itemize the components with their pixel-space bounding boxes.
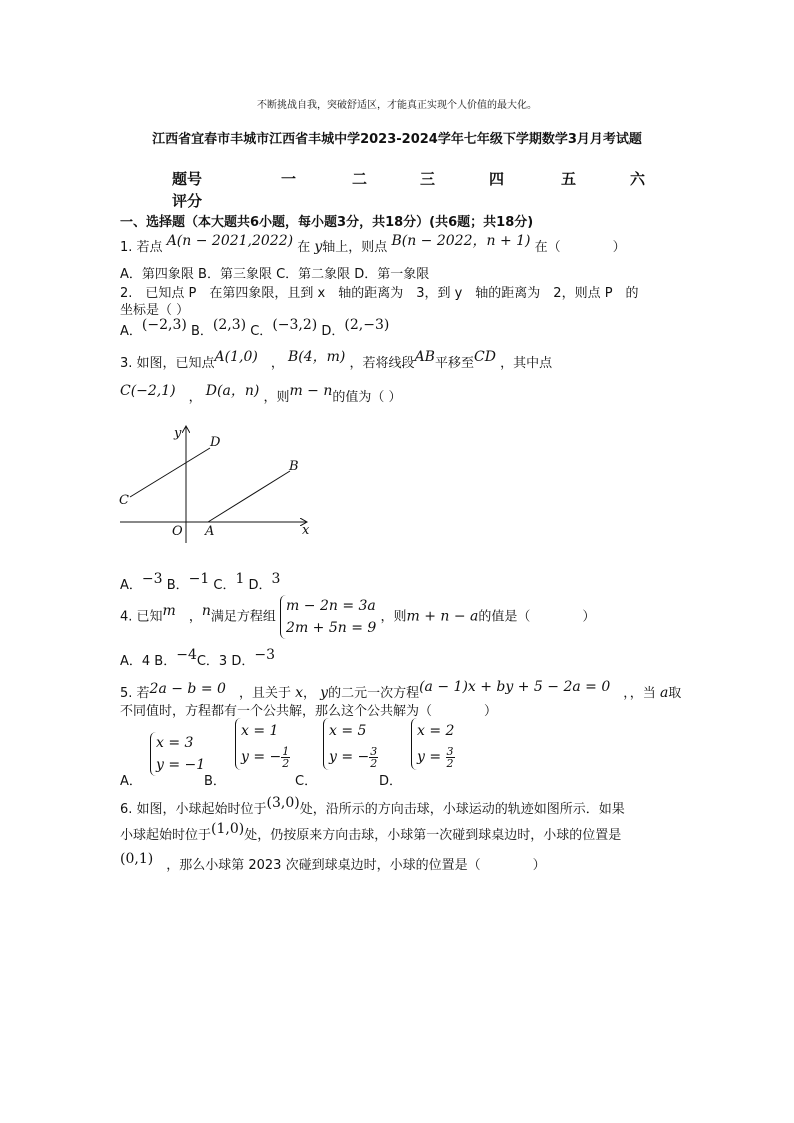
question-1 — [120, 233, 626, 256]
q4-eq1: m − 2n = 3a — [286, 598, 376, 614]
q4-sep: ， — [188, 609, 202, 625]
q1-stem-b: 在 — [297, 240, 311, 255]
q3-seg-cd: CD — [473, 349, 496, 365]
q6-point-start: (3,0) — [266, 795, 300, 811]
q5-option-b[interactable] — [235, 718, 290, 770]
q3-stem-a: 3. 如图，已知点 — [120, 356, 215, 371]
q3-opt-b-label: B． — [166, 578, 189, 593]
q4-expr: m + n − a — [406, 608, 479, 625]
q5-opt-a-x: x = 3 — [156, 735, 194, 751]
q3-stem-c: 平移至 — [434, 356, 474, 371]
score-col-2: 二 — [352, 170, 368, 188]
q5-stem-line1: 5. 若2a − b = 0 ，且关于 x， y的二元一次方程(a − 1)x + by + 5 − 2a = 0 ，，当 a取 — [120, 679, 682, 701]
q6-point-new-start: (1,0) — [211, 821, 245, 837]
q6-line2 — [120, 821, 622, 843]
q5-opt-b-label: B． — [204, 774, 226, 789]
q2-options — [120, 317, 390, 339]
q5-opt-c-x: x = 5 — [329, 723, 367, 739]
q4-stem-a: 4. 已知 — [120, 609, 163, 625]
exam-title: 江西省宜春市丰城市江西省丰城中学2023-2024学年七年级下学期数学3月月考试题 — [152, 132, 642, 147]
q3-coordinate-figure — [110, 415, 330, 550]
q3-stem-d: ，其中点 — [500, 356, 553, 371]
q5-opt-b-num: 1 — [282, 744, 290, 758]
q4-opt-a: A．4 B． — [120, 654, 177, 669]
q3-point-d: D(a，n) — [205, 383, 260, 399]
score-row-label-score: 评分 — [172, 192, 203, 210]
q3-point-b: B(4，m) — [288, 349, 346, 365]
score-col-5: 五 — [561, 170, 577, 188]
motto-text: 不断挑战自我，突破舒适区，才能真正实现个人价值的最大化。 — [257, 100, 537, 111]
q1-stem-a: 1. 若点 — [120, 240, 163, 255]
label-x: x — [302, 523, 310, 538]
q5-option-c[interactable] — [323, 718, 378, 770]
q5-var-y: y — [320, 685, 329, 701]
q2-opt-c: (−3,2) — [272, 317, 318, 333]
q5-var-a: a — [659, 685, 669, 701]
q5-opt-a-y: y = −1 — [156, 757, 206, 773]
q4-stem-d: 的值是（ ） — [478, 609, 596, 625]
q6-l3: ，那么小球第 2023 次碰到球桌边时，小球的位置是（ ） — [166, 858, 546, 873]
q4-equation-system — [280, 595, 376, 639]
q2-opt-c-label: C． — [250, 324, 273, 339]
q5-stem-c: 的二元一次方程 — [328, 686, 420, 701]
q6-point-first-hit: (0,1) — [120, 851, 154, 867]
q2-stem-line2: 坐标是（ ） — [120, 303, 190, 318]
q1-var-y: y — [314, 239, 323, 255]
q2-opt-d-label: D． — [321, 324, 345, 339]
label-b: B — [289, 459, 299, 474]
q5-stem-e: 取 — [668, 686, 682, 701]
q3-seg-ab: AB — [414, 349, 435, 365]
q3-stem-f: 的值为（ ） — [332, 390, 402, 405]
label-d: D — [210, 435, 221, 450]
q2-opt-d: (2,−3) — [344, 317, 390, 333]
q1-point-b: B(n − 2022，n + 1) — [391, 233, 531, 249]
q1-stem-d: 在（ ） — [534, 240, 626, 255]
q2-stem-line1: 2. 已知点 P 在第四象限，且到 x 轴的距离为 3，到 y 轴的距离为 2，则点 P 的 — [120, 286, 639, 301]
q2-opt-a-label: A． — [120, 324, 142, 339]
section-heading: 一、选择题（本大题共6小题，每小题3分，共18分）(共6题；共18分) — [120, 215, 534, 230]
q5-opt-c-den: 2 — [370, 756, 378, 770]
q5-opt-d-label: D． — [379, 774, 403, 789]
q3-opt-a: −3 — [141, 571, 163, 587]
q2-opt-a: (−2,3) — [141, 317, 187, 333]
score-col-6: 六 — [630, 170, 646, 188]
q4-opt-b: −4 — [176, 647, 197, 663]
label-c: C — [119, 493, 129, 508]
q5-opt-d-den: 2 — [446, 756, 454, 770]
q3-point-a: A(1,0) — [214, 349, 258, 365]
q5-opt-d-num: 3 — [446, 744, 454, 758]
q4-eq2: 2m + 5n = 9 — [286, 620, 377, 636]
label-a: A — [205, 524, 215, 539]
q5-var-x: x — [295, 685, 304, 701]
q5-stem-line2: 不同值时，方程都有一个公共解，那么这个公共解为（ ） — [120, 704, 498, 719]
q4-var-m: m — [162, 602, 176, 619]
q3-opt-c: 1 — [235, 571, 245, 587]
q6-line3 — [120, 851, 546, 873]
q1-point-a: A(n − 2021,2022) — [166, 233, 294, 249]
q4-opt-c-label: C．3 D． — [196, 654, 255, 669]
q5-opt-c-num: 3 — [370, 744, 378, 758]
q2-opt-b-label: B． — [190, 324, 213, 339]
q3-opt-d: 3 — [271, 571, 281, 587]
q5-condition: 2a − b = 0 — [149, 681, 226, 697]
q4-stem-b: 满足方程组 — [210, 609, 276, 625]
q3-opt-c-label: C． — [213, 578, 236, 593]
q3-stem-line2: C(−2,1) ， D(a，n) ，则m − n的值为（ ） — [120, 383, 402, 405]
q5-stem-a: 5. 若 — [120, 686, 150, 701]
q2-opt-b: (2,3) — [212, 317, 247, 333]
q5-option-d[interactable] — [411, 718, 455, 770]
q5-equation: (a − 1)x + by + 5 − 2a = 0 — [419, 679, 611, 695]
q3-opt-d-label: D． — [248, 578, 272, 593]
q6-line1 — [120, 795, 625, 817]
q1-stem-c: 轴上，则点 — [322, 240, 388, 255]
score-col-1: 一 — [281, 170, 297, 188]
q3-expr: m − n — [289, 383, 333, 399]
q3-point-c: C(−2,1) — [120, 383, 176, 399]
q4-options — [120, 647, 275, 669]
q5-opt-d-y: y = — [417, 749, 446, 765]
q5-opt-a-label: A． — [120, 774, 142, 789]
q5-opt-c-y: y = − — [329, 749, 370, 765]
q5-option-a[interactable] — [150, 732, 205, 776]
question-4 — [120, 595, 595, 639]
score-col-4: 四 — [489, 170, 505, 188]
label-y: y — [174, 426, 182, 441]
q3-stem-b: ，若将线段 — [349, 356, 415, 371]
q6-l1-a: 6. 如图，小球起始时位于 — [120, 802, 267, 817]
q3-opt-b: −1 — [188, 571, 210, 587]
segment-cd — [130, 448, 210, 497]
q3-stem-e: ，则 — [263, 390, 290, 405]
q5-opt-b-y: y = − — [241, 749, 282, 765]
q5-opt-b-den: 2 — [282, 756, 290, 770]
q4-stem-c: ，则 — [380, 609, 407, 625]
q4-opt-d: −3 — [254, 647, 275, 663]
q5-opt-c-label: C． — [295, 774, 318, 789]
q3-stem-line1: 3. 如图，已知点A(1,0) ， B(4，m) ，若将线段AB平移至CD ，其中点 — [120, 349, 553, 371]
q5-opt-d-x: x = 2 — [417, 723, 455, 739]
q6-l1-b: 处，沿所示的方向击球，小球运动的轨迹如图所示．如果 — [299, 802, 625, 817]
q5-stem-d: ，当 — [629, 686, 656, 701]
score-row-label-question-no: 题号 — [172, 170, 203, 188]
q5-stem-b: ，且关于 — [238, 686, 291, 701]
q3-options — [120, 571, 281, 593]
segment-ab — [208, 471, 290, 522]
label-o: O — [172, 524, 183, 539]
q4-var-n: n — [201, 602, 211, 619]
q3-opt-a-label: A． — [120, 578, 142, 593]
q1-options: A．第四象限 B．第三象限 C．第二象限 D．第一象限 — [120, 267, 430, 282]
score-col-3: 三 — [420, 170, 436, 188]
q6-l2-a: 小球起始时位于 — [120, 828, 212, 843]
q5-opt-b-x: x = 1 — [241, 723, 279, 739]
q6-l2-b: 处，仍按原来方向击球，小球第一次碰到球桌边时，小球的位置是 — [244, 828, 622, 843]
